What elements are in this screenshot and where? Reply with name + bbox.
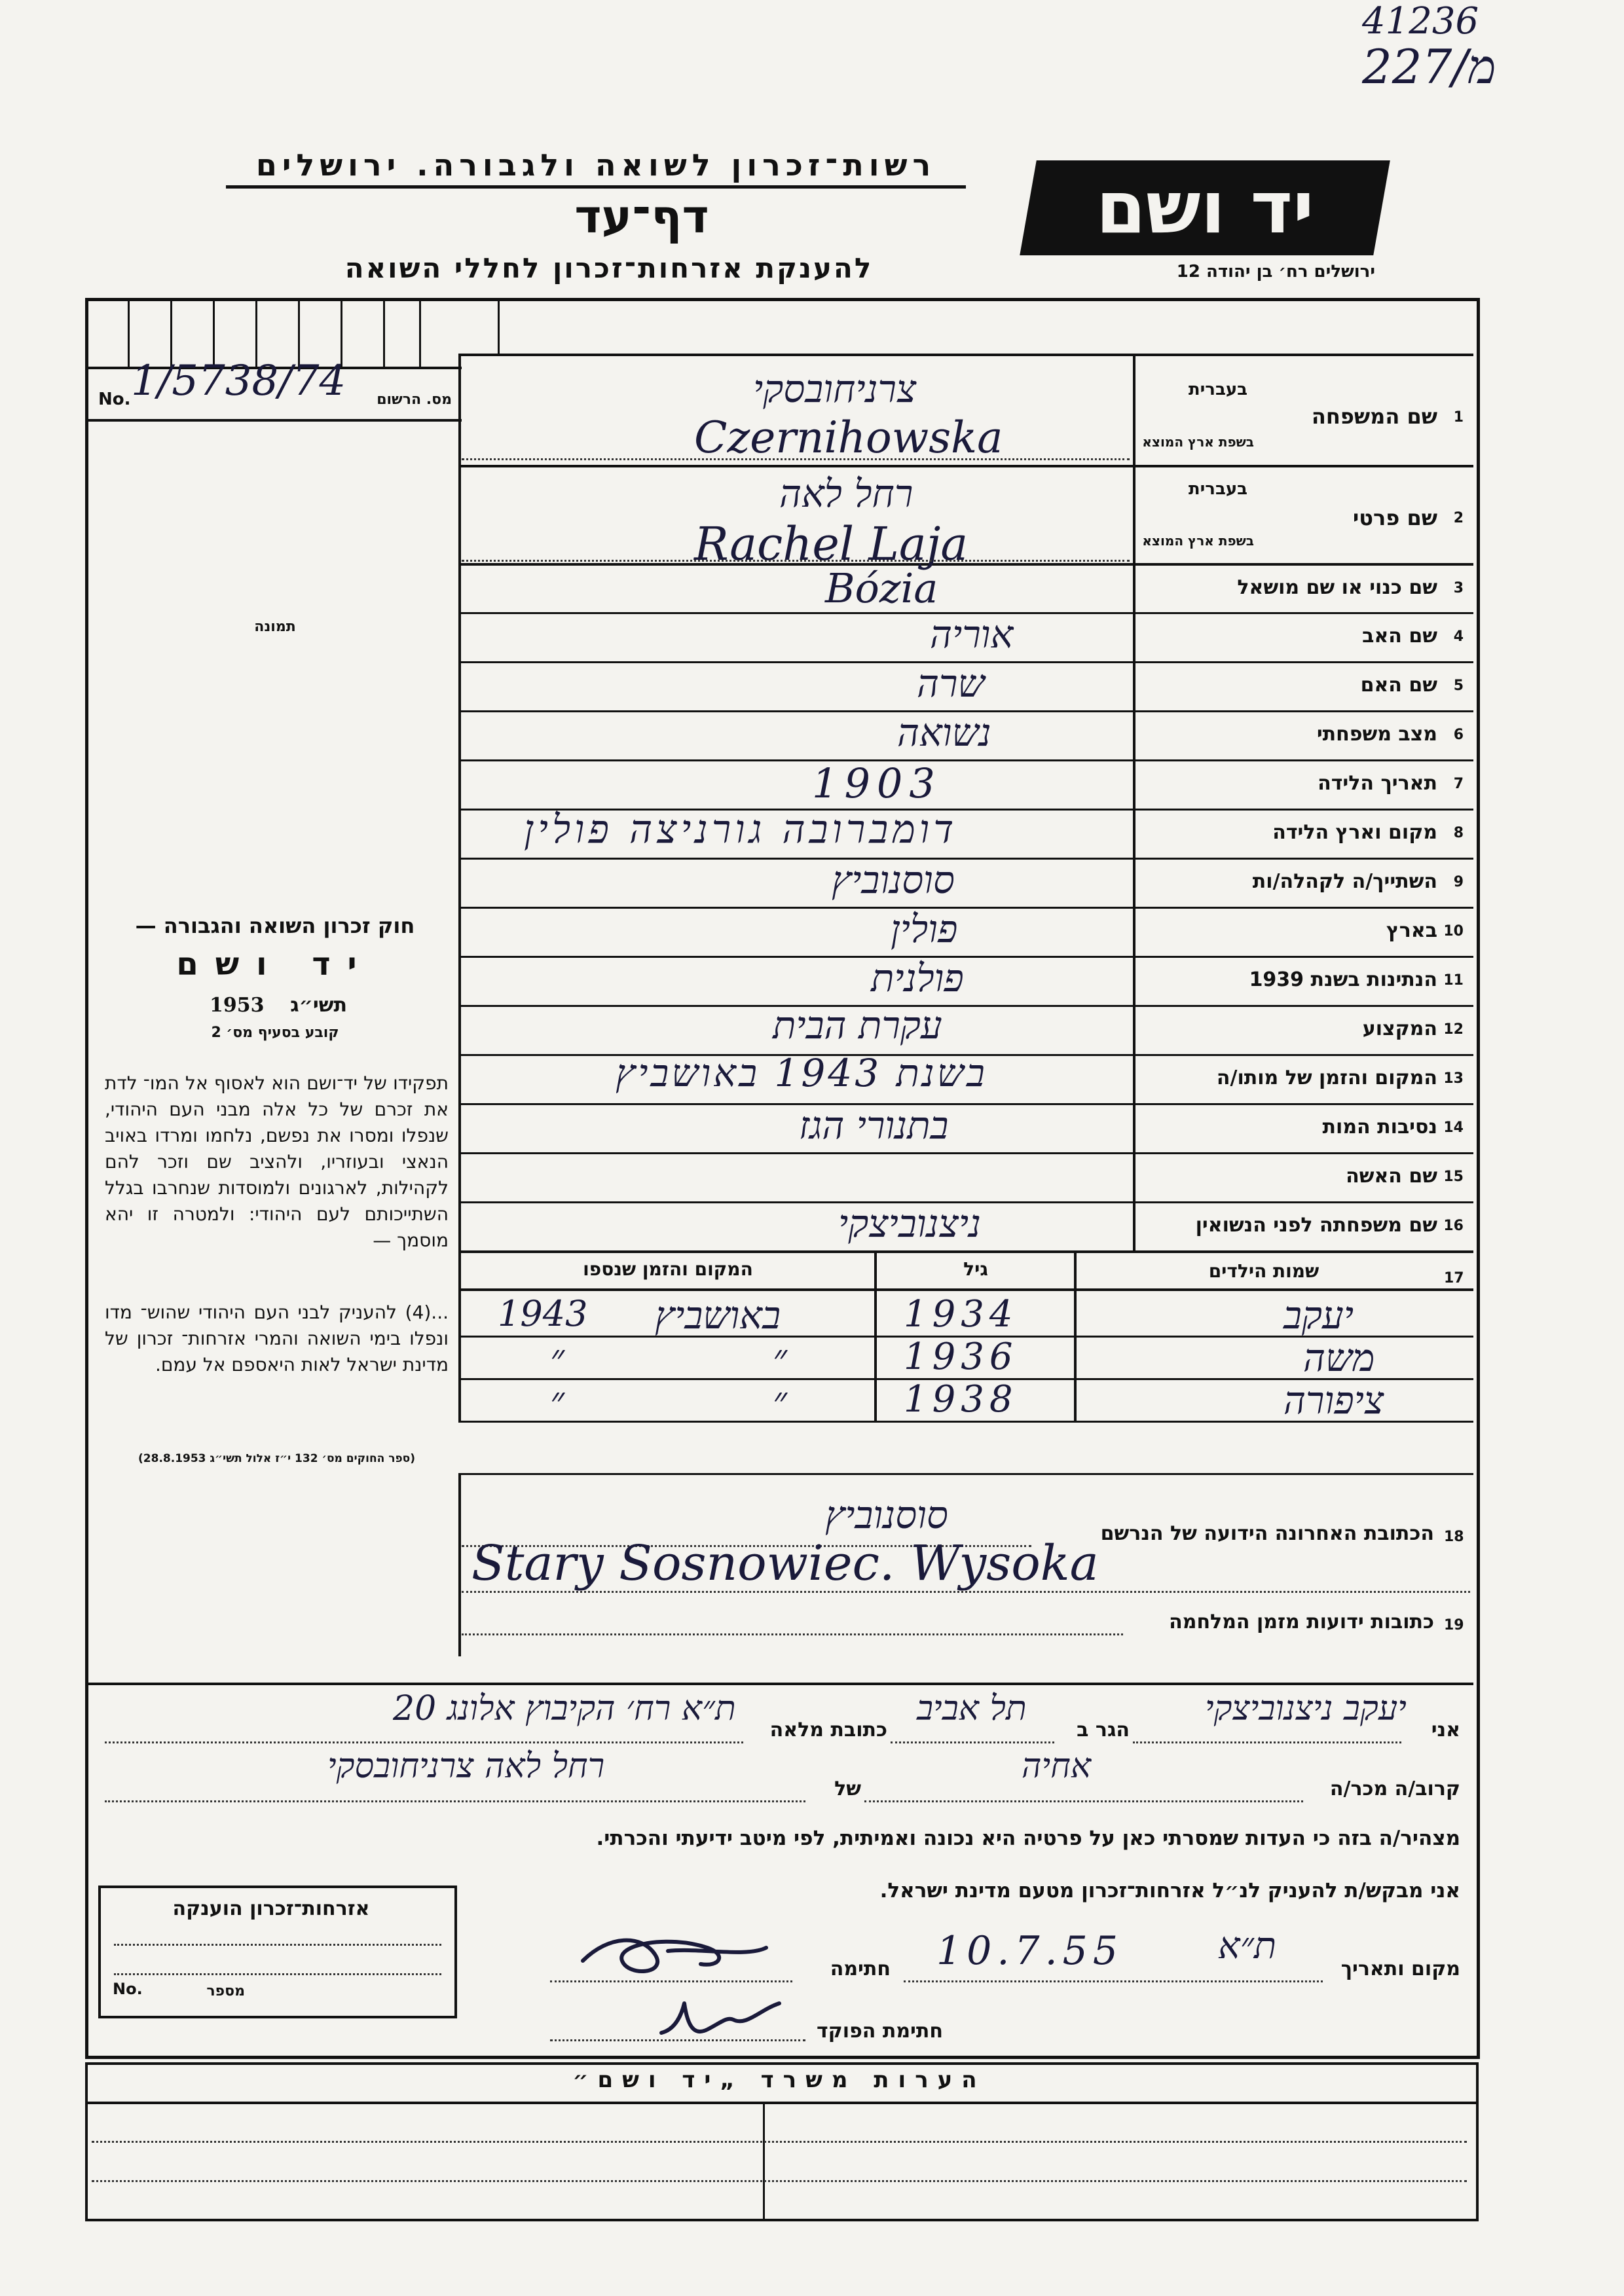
officer-signature-label: חתימת הפוקד [817,2020,943,2043]
child-year: ״ [550,1378,565,1423]
field-first-name: 2 שם פרטי בעברית בשפת ארץ המוצא [1142,479,1464,549]
birth-date-value: 1903 [812,759,942,807]
stamp-box-no: No. [113,1980,143,1998]
field-nationality: 11 הנתינות בשנת 1939 [1249,968,1464,991]
citizenship-stamp-box [98,1886,457,2018]
mother-name-value: שרה [917,661,985,706]
country-value: פולין [891,907,958,951]
declarant-name: יעקב ניצנוביצקי [1205,1689,1407,1728]
wartime-address-label: כתובות ידועות מזמן המלחמה [1169,1611,1434,1633]
declaration-statement-2: אני מבקש/ת להעניק לנ״ל אזרחות־זכרון מטעם מדינת ישראל. [879,1879,1460,1903]
last-address-value: סוסנוביץ [825,1493,948,1537]
signature-label: חתימה [830,1958,891,1980]
death-circumstances-value: בתנורי הגז [799,1103,949,1148]
children-col-age: גיל [963,1258,988,1280]
birth-place-value: דומברובה גורניצה פולין [524,807,958,852]
field-nickname: 3 שם כנוי או שם מושאל [1237,576,1464,599]
law-clause: קובע בסעיף מס׳ 2 [211,1025,339,1041]
last-address-value-latin: Stary Sosnowiec. Wysoka [471,1535,1099,1592]
declarant-address: ת״א רח׳ הקיבוץ אלונג 20 [393,1689,736,1728]
child-place: ״ [773,1378,788,1423]
declaration-of-name: רחל לאה צרניחובסקי [327,1747,605,1786]
field-marital-status: 6 מצב משפחתי [1316,723,1464,746]
family-name-origin-value: Czernihowska [694,412,1003,463]
declaration-ani: אני [1431,1719,1460,1741]
reg-no-label: No. [98,390,131,409]
corner-note-code: 227/מ [1362,39,1496,94]
yad-vashem-logo: יד ושם [1020,160,1390,255]
reg-label: מס. הרשום [377,392,452,408]
field-death-circumstances: 14 נסיבות המות [1322,1116,1464,1139]
field-wife-name: 15 שם האשה [1346,1165,1464,1188]
form-title: דף־עד [574,190,709,244]
law-source: (ספר החוקים מס׳ 132 י״ז אלול תשי״ג 28.8.1953) [138,1452,415,1465]
child-age: 1938 [904,1378,1018,1421]
field-family-name: 1 שם המשפחה בעברית בשפת ארץ המוצא [1142,380,1464,450]
declaration-resides: הגר ב [1077,1719,1130,1741]
marital-status-value: נשואה [897,710,991,755]
field-birth-date: 7 תאריך הלידה [1318,772,1464,795]
law-name: יד ושם [176,946,374,983]
law-title: חוק זכרון השואה והגבורה — [135,913,415,938]
field-maiden-name: 16 שם משפחתה לפני הנשואין [1195,1214,1464,1237]
profession-value: עקרת הבית [773,1003,942,1048]
death-place-time-value: בשנת 1943 באושביץ [616,1051,987,1095]
declaration-of: של [834,1777,861,1800]
logo-address: ירושלים רח׳ בן יהודה 12 [1176,262,1375,282]
declaration-statement-1: מצהיר/ה בזה כי העדות שמסרתי כאן על פרטיה היא נכונה ואמיתית, לפי מיטב ידיעתי והכרתי. [596,1827,1460,1850]
declaration-date: 10.7.55 [936,1928,1124,1974]
child-name: ציפורה [1283,1378,1384,1423]
first-name-origin-value: Rachel Laja [694,517,969,571]
community-value: סוסנוביץ [832,858,955,902]
field-mother-name: 5 שם האם [1360,674,1464,697]
law-text-1: תפקידו של יד־ושם הוא לאסוף אל המו־ לדת את זכרם של כל אלה מבני העם היהודי, שנפלו ומסרו את נפשם, נלחמו ומרדו באויב הנאצי ובעוזריו, ולהציב שם וזכר להם לקהילות, לארגונים ולמוסדות שנחרבו בגלל השתייכותם לעם היהודי: ולמטרה זו יהא מוסמך — [105,1072,449,1251]
law-text-2: ...(4) להעניק לבני העם היהודי שהוש־ מדו ונפלו בימי השואה והמרי אזרחות־ זכרון של מדינת ישראל לאות היאספם אל עמם. [105,1302,449,1376]
authority-name: רשות־זכרון לשואה ולגבורה. ירושלים [226,147,966,189]
first-name-hebrew-value: רחל לאה [779,471,913,516]
field-country: 10 בארץ [1386,919,1464,942]
field-birth-place: 8 מקום וארץ הלידה [1272,821,1464,844]
child-name: יעקב [1283,1293,1354,1338]
field-death-place-time: 13 המקום והזמן של מותו/ה [1216,1066,1464,1089]
last-address-label: הכתובת האחרונה הידועה של הנרשם [1100,1522,1434,1545]
child-year: ״ [550,1336,565,1380]
field-community: 9 השתייך/ה לקהלה/ות [1252,870,1464,893]
declarant-city: תל אביב [917,1689,1027,1728]
children-col-names: שמות הילדים [1208,1260,1320,1282]
child-place: ״ [773,1336,788,1380]
nationality-value: פולנית [871,956,964,1000]
notes-title: הערות משרד „יד ושם״ [572,2067,986,2093]
child-name: משה [1303,1336,1375,1380]
children-col-place: המקום והזמן שנספו [583,1258,753,1280]
declaration-relative-label: קרוב/ה מכר/ה [1329,1777,1460,1800]
corner-note-number: 41236 [1362,0,1479,43]
field-profession: 12 המקצוע [1362,1017,1464,1040]
declaration-place: ת״א [1218,1925,1277,1967]
child-place: באושביץ [655,1293,781,1338]
family-name-hebrew-value: צרניחובסקי [753,367,917,411]
father-name-value: אוריה [930,612,1014,657]
child-age: 1934 [904,1293,1018,1336]
stamp-box-number-label: מספר [206,1983,245,1999]
declarant-signature [570,1922,779,1984]
photo-label: תמונה [254,619,296,635]
nickname-value: Bózia [825,564,938,612]
declaration-address-label: כתובת מלאה [769,1719,887,1741]
maiden-name-value: ניצנוביצקי [838,1201,981,1246]
wartime-address-field-number: 19 [1444,1617,1464,1633]
law-year: 1953 [210,994,265,1017]
reg-number-value: 1/5738/74 [131,357,346,405]
place-date-label: מקום ותאריך [1340,1958,1460,1980]
law-year-heb: תשי״ג [290,994,347,1017]
form-subtitle: להענקת אזרחות־זכרון לחללי השואה [344,252,874,284]
child-age: 1936 [904,1336,1018,1378]
stamp-box-title: אזרחות־זכרון הוענקה [172,1897,370,1920]
child-year: 1943 [498,1293,588,1334]
declarant-relation: אחיה [1022,1747,1092,1786]
children-field-number: 17 [1444,1270,1464,1286]
address-field-number: 18 [1444,1529,1464,1545]
field-father-name: 4 שם האב [1362,625,1464,647]
